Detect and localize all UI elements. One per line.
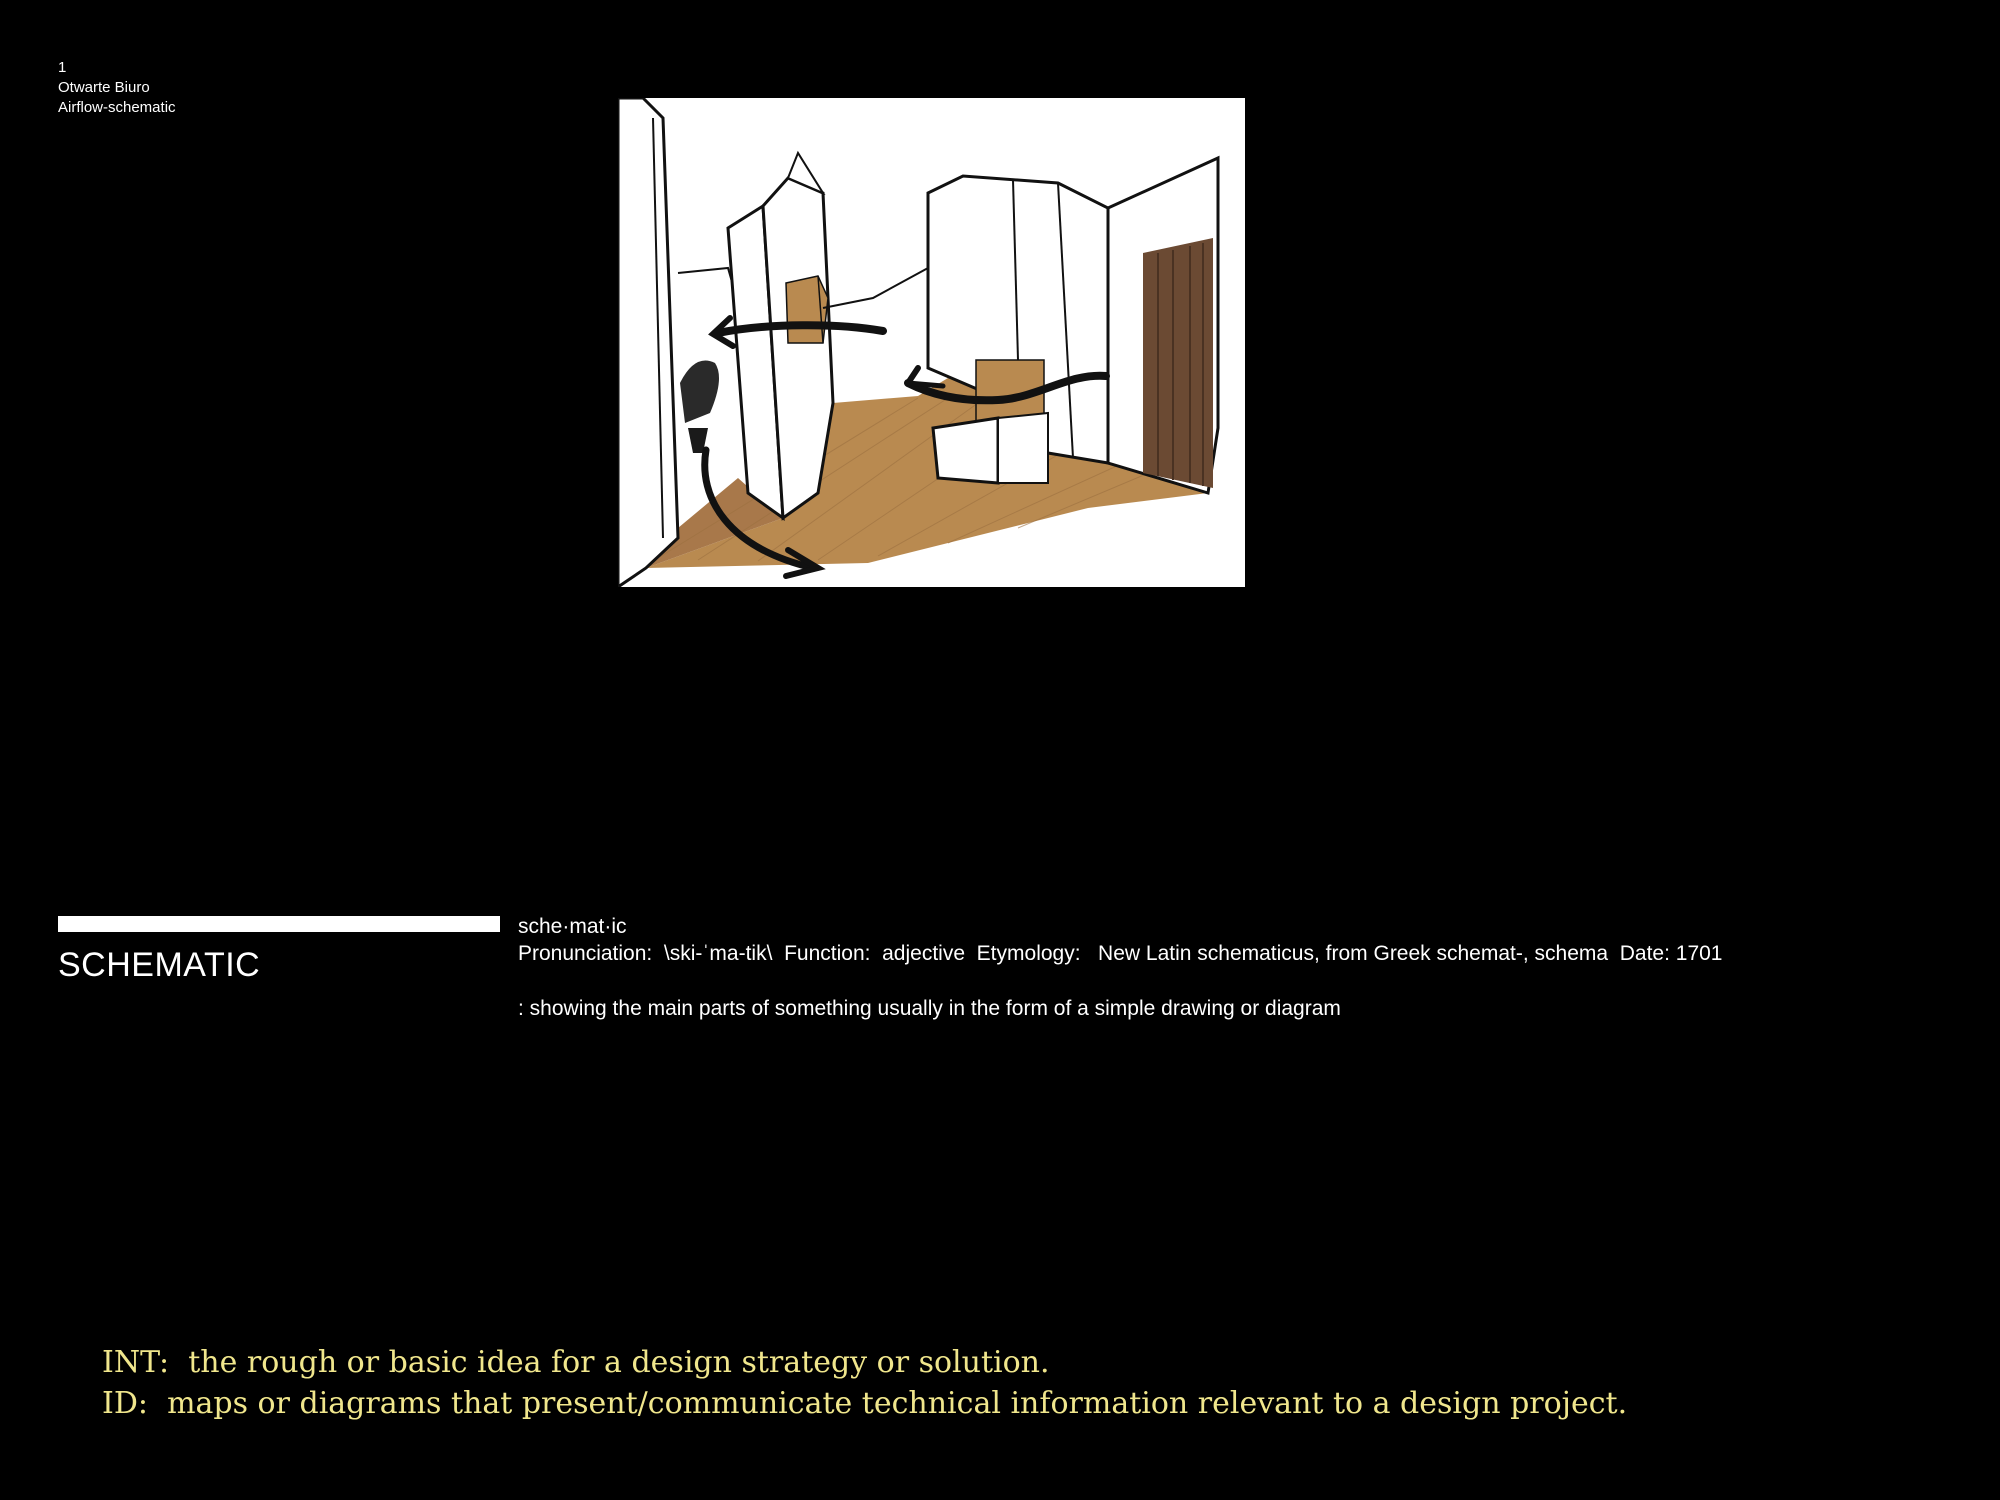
definition-spacer <box>518 967 1722 995</box>
project-name: Otwarte Biuro <box>58 79 150 96</box>
definition-details: Pronunciation: \ski-ˈma-tik\ Function: adjective Etymology: New Latin schematicus, from Greek schemat-, schema Date: 1701 <box>518 942 1723 965</box>
design-notes <box>102 1342 1627 1424</box>
title-rule <box>58 916 500 932</box>
sheet-header <box>58 58 176 118</box>
definition-meaning: : showing the main parts of something usually in the form of a simple drawing or diagram <box>518 997 1341 1020</box>
airflow-interior-sketch-icon <box>618 98 1245 587</box>
note-id: ID: maps or diagrams that present/communicate technical information relevant to a design project. <box>102 1386 1628 1421</box>
note-int: INT: the rough or basic idea for a design strategy or solution. <box>102 1345 1050 1380</box>
airflow-sketch-image <box>618 98 1245 587</box>
dictionary-definition <box>518 913 1722 1022</box>
headword: sche·mat·ic <box>518 915 627 938</box>
term-title: SCHEMATIC <box>58 946 261 984</box>
page-number: 1 <box>58 59 67 76</box>
sheet-name: Airflow-schematic <box>58 99 176 116</box>
